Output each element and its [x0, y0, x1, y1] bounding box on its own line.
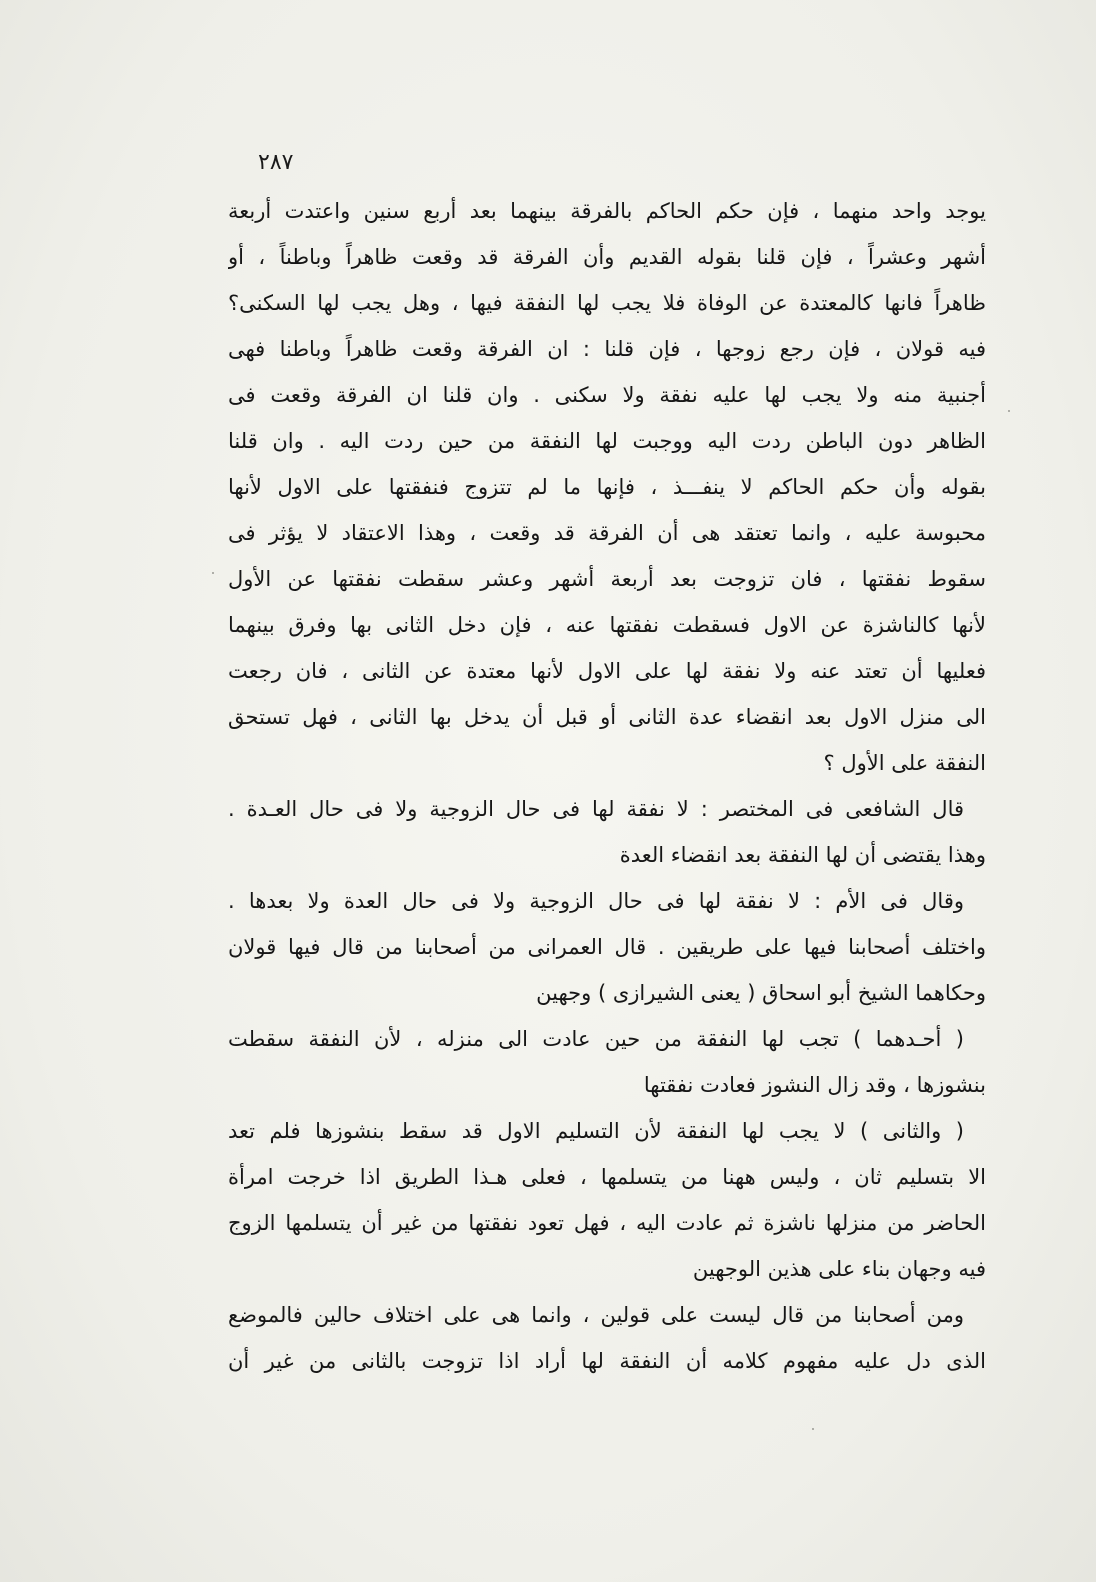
text-line: لأنها كالناشزة عن الاول فسقطت نفقتها عنه ، فإن دخل الثانى بها وفرق بينهما: [228, 613, 986, 637]
text-line: واختلف أصحابنا فيها على طريقين . قال العمرانى من أصحابنا من قال فيها قولان: [228, 935, 986, 959]
text-line: الا بتسليم ثان ، وليس ههنا من يتسلمها ، فعلى هـذا الطريق اذا خرجت امرأة: [228, 1165, 986, 1189]
text-line: بنشوزها ، وقد زال النشوز فعادت نفقتها: [643, 1073, 986, 1097]
text-line: ومن أصحابنا من قال ليست على قولين ، وانما هى على اختلاف حالين فالموضع: [228, 1303, 964, 1327]
text-line: وهذا يقتضى أن لها النفقة بعد انقضاء العدة: [619, 843, 986, 867]
text-line: قال الشافعى فى المختصر : لا نفقة لها فى حال الزوجية ولا فى حال العـدة .: [228, 797, 964, 821]
scan-speck: [812, 1428, 814, 1430]
text-line: يوجد واحد منهما ، فإن حكم الحاكم بالفرقة بينهما بعد أربع سنين واعتدت أربعة: [228, 199, 986, 223]
text-line: ظاهراً فانها كالمعتدة عن الوفاة فلا يجب لها النفقة فيها ، وهل يجب لها السكنى؟: [228, 291, 986, 315]
scan-speck: [1008, 410, 1010, 412]
text-line: أجنبية منه ولا يجب لها عليه نفقة ولا سكنى . وان قلنا ان الفرقة وقعت فى: [228, 383, 986, 407]
text-line: فيه قولان ، فإن رجع زوجها ، فإن قلنا : ان الفرقة وقعت ظاهراً وباطنا فهى: [228, 337, 986, 361]
text-line: ( والثانى ) لا يجب لها النفقة لأن التسليم الاول قد سقط بنشوزها فلم تعد: [228, 1119, 964, 1143]
text-line: سقوط نفقتها ، فان تزوجت بعد أربعة أشهر وعشر سقطت نفقتها عن الأول: [228, 567, 986, 591]
text-line: فعليها أن تعتد عنه ولا نفقة لها على الاول لأنها معتدة عن الثانى ، فان رجعت: [228, 659, 986, 683]
text-line: بقوله وأن حكم الحاكم لا ينفـــذ ، فإنها ما لم تتزوج فنفقتها على الاول لأنها: [228, 475, 986, 499]
text-line: محبوسة عليه ، وانما تعتقد هى أن الفرقة قد وقعت ، وهذا الاعتقاد لا يؤثر فى: [228, 521, 986, 545]
text-line: وحكاهما الشيخ أبو اسحاق ( يعنى الشيرازى ) وجهين: [536, 981, 986, 1005]
text-line: الظاهر دون الباطن ردت اليه ووجبت لها النفقة من حين ردت اليه . وان قلنا: [228, 429, 986, 453]
body-text: [228, 188, 986, 1384]
text-line: النفقة على الأول ؟: [823, 751, 986, 775]
text-line: ( أحـدهما ) تجب لها النفقة من حين عادت الى منزله ، لأن النفقة سقطت: [228, 1027, 964, 1051]
text-line: أشهر وعشراً ، فإن قلنا بقوله القديم وأن الفرقة قد وقعت ظاهراً وباطناً ، أو: [228, 245, 986, 269]
text-line: وقال فى الأم : لا نفقة لها فى حال الزوجية ولا فى حال العدة ولا بعدها .: [228, 889, 964, 913]
text-line: الحاضر من منزلها ناشزة ثم عادت اليه ، فهل تعود نفقتها من غير أن يتسلمها الزوج: [228, 1211, 986, 1235]
text-line: الى منزل الاول بعد انقضاء عدة الثانى أو قبل أن يدخل بها الثانى ، فهل تستحق: [228, 705, 986, 729]
scan-speck: [212, 572, 214, 574]
page-number: ٢٨٧: [258, 150, 294, 175]
text-line: الذى دل عليه مفهوم كلامه أن النفقة لها أراد اذا تزوجت بالثانى من غير أن: [228, 1349, 986, 1373]
text-line: فيه وجهان بناء على هذين الوجهين: [692, 1257, 986, 1281]
